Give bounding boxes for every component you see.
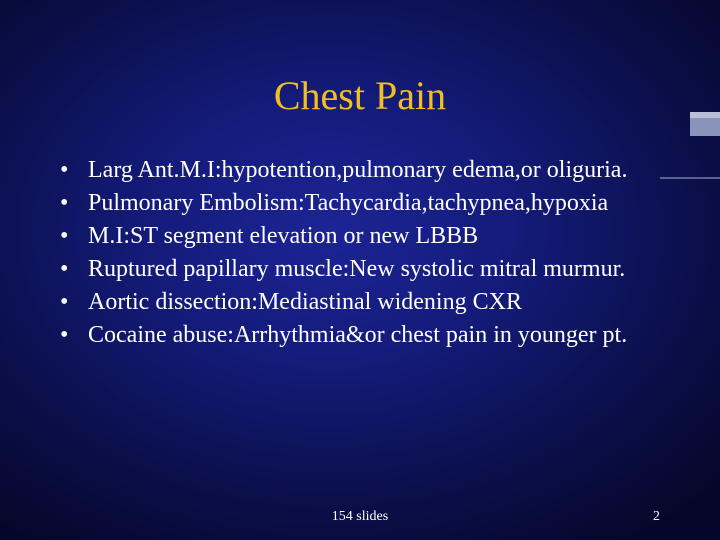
bullet-item [60, 222, 640, 250]
bullet-marker: • [60, 157, 69, 183]
bullet-item [60, 321, 640, 349]
bullet-text: Larg Ant.M.I:hypotention,pulmonary edema,or oliguria. [88, 157, 628, 183]
bullet-text: M.I:ST segment elevation or new LBBB [88, 223, 479, 249]
bullet-marker: • [60, 190, 69, 216]
bullet-item [60, 189, 640, 217]
bullet-text: Aortic dissection:Mediastinal widening CXR [88, 289, 522, 315]
page-number: 2 [653, 509, 660, 524]
bullet-text: Pulmonary Embolism:Tachycardia,tachypnea,hypoxia [88, 190, 609, 216]
bullet-list [60, 156, 640, 354]
bullet-marker: • [60, 289, 69, 315]
slide-title: Chest Pain [273, 73, 447, 118]
bullet-item [60, 288, 640, 316]
bullet-text: Ruptured papillary muscle:New systolic mitral murmur. [88, 256, 626, 282]
bullet-item [60, 255, 640, 283]
bullet-marker: • [60, 256, 69, 282]
bullet-marker: • [60, 223, 69, 249]
bullet-item [60, 156, 640, 184]
footer-slide-count: 154 slides [331, 509, 389, 524]
bullet-marker: • [60, 322, 69, 348]
bullet-text: Cocaine abuse:Arrhythmia&or chest pain in younger pt. [88, 322, 628, 348]
